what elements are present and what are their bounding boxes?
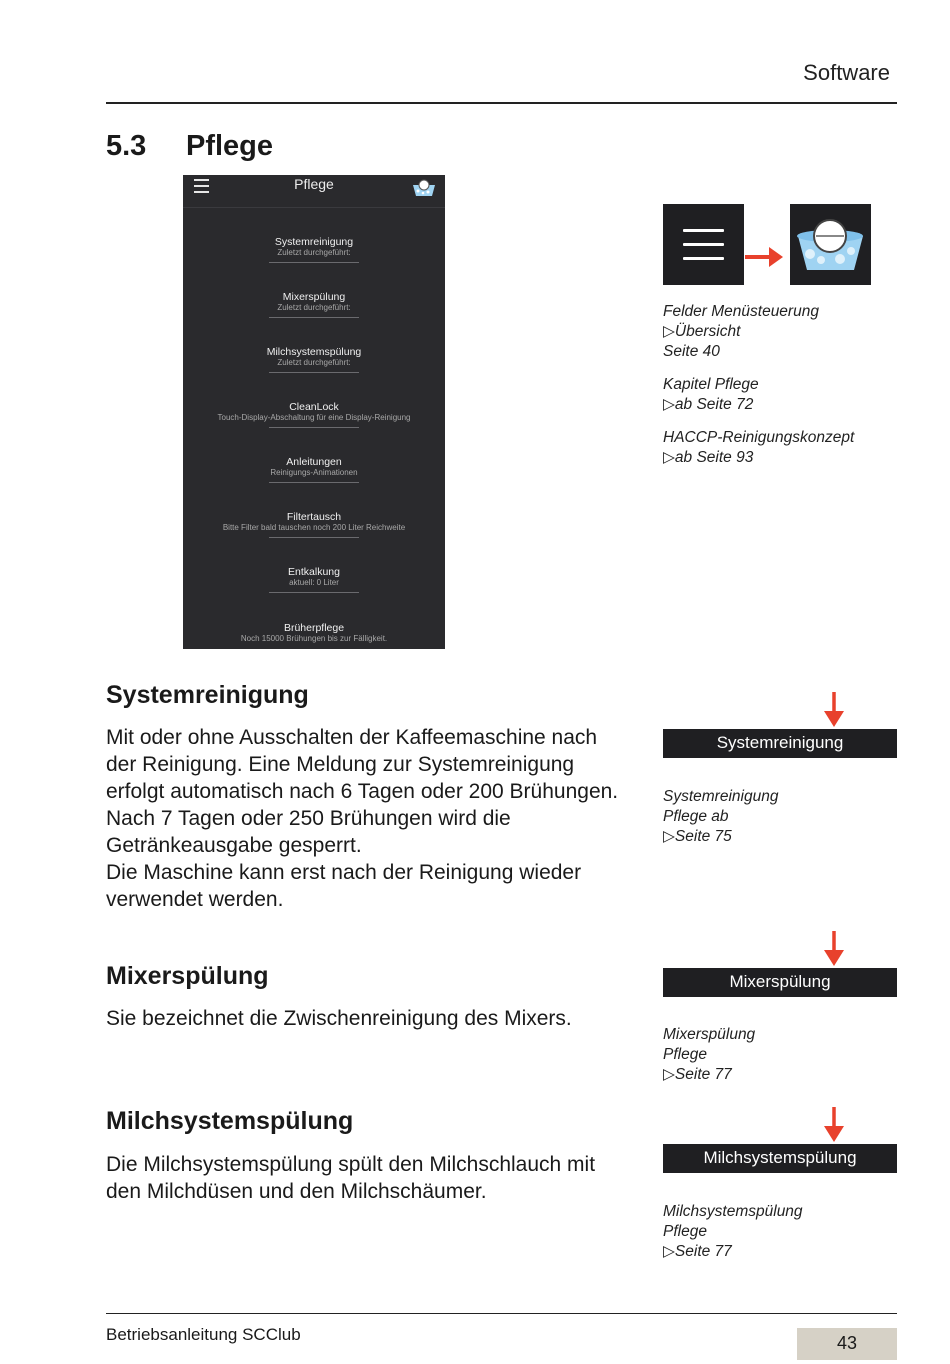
note-link[interactable]: ▷ab Seite 72 bbox=[663, 396, 754, 413]
note-line: Kapitel Pflege bbox=[663, 376, 759, 393]
page-title bbox=[106, 130, 273, 163]
phone-item-subtitle: Reinigungs-Animationen bbox=[270, 468, 358, 477]
phone-item-subtitle: Touch-Display-Abschaltung für eine Display-Reinigung bbox=[217, 413, 411, 422]
note-line: Pflege bbox=[663, 1223, 707, 1240]
phone-item-subtitle: Bitte Filter bald tauschen noch 200 Liter Reichweite bbox=[222, 523, 406, 532]
phone-item-title: Entkalkung bbox=[288, 566, 340, 578]
header-rule bbox=[106, 102, 897, 104]
note-line: HACCP-Reinigungskonzept bbox=[663, 429, 855, 446]
paragraph: Die Milchsystemspülung spült den Milchschlauch mit den Milchdüsen und den Milchschäumer. bbox=[106, 1153, 596, 1203]
phone-item-title: Systemreinigung bbox=[274, 236, 354, 248]
text-systemreinigung bbox=[106, 724, 631, 913]
phone-item-subtitle: Noch 15000 Brühungen bis zur Fälligkeit. bbox=[240, 634, 388, 643]
phone-item-subtitle: Zuletzt durchgeführt: bbox=[277, 248, 351, 257]
phone-item-milchsystemspuelung[interactable] bbox=[183, 346, 445, 373]
heading-milchsystemspuelung: Milchsystemspülung bbox=[106, 1107, 354, 1135]
note-line: Pflege bbox=[663, 1046, 707, 1063]
page-number: 43 bbox=[797, 1328, 897, 1360]
note-line: Pflege ab bbox=[663, 808, 729, 825]
text-milchsystemspuelung bbox=[106, 1151, 631, 1205]
section-title-text: Pflege bbox=[186, 130, 274, 162]
phone-item-brueherpflege[interactable] bbox=[183, 622, 445, 644]
phone-item-anleitungen[interactable] bbox=[183, 456, 445, 483]
phone-item-title: Anleitungen bbox=[286, 456, 342, 468]
paragraph: Die Maschine kann erst nach der Reinigung wieder verwendet werden. bbox=[106, 861, 582, 911]
header-section-label: Software bbox=[803, 60, 890, 85]
footer-manual-title: Betriebsanleitung SCClub bbox=[106, 1325, 301, 1344]
note-link[interactable]: ▷Seite 75 bbox=[663, 828, 732, 845]
phone-item-mixerspuelung[interactable] bbox=[183, 291, 445, 318]
arrow-down-icon bbox=[822, 931, 846, 967]
phone-item-divider bbox=[269, 372, 359, 373]
note-link[interactable]: ▷ab Seite 93 bbox=[663, 449, 754, 466]
section-number: 5.3 bbox=[106, 130, 147, 162]
phone-item-entkalkung[interactable] bbox=[183, 566, 445, 593]
phone-item-systemreinigung[interactable] bbox=[183, 236, 445, 263]
note-link[interactable]: ▷Seite 77 bbox=[663, 1066, 732, 1083]
note-haccp bbox=[663, 428, 854, 468]
phone-item-title: Milchsystemspülung bbox=[266, 346, 362, 358]
phone-top-bar bbox=[183, 175, 445, 208]
phone-item-subtitle: Zuletzt durchgeführt: bbox=[277, 358, 351, 367]
note-systemreinigung bbox=[663, 787, 778, 847]
note-milchsystemspuelung bbox=[663, 1202, 803, 1262]
phone-item-subtitle: Zuletzt durchgeführt: bbox=[277, 303, 351, 312]
arrow-down-icon bbox=[822, 692, 846, 728]
paragraph: Mit oder ohne Ausschalten der Kaffeemaschine nach der Reinigung. Eine Meldung zur Systemreinigung erfolgt automatisch nach 6 Tagen oder 200 Brühungen. Nach 7 Tagen oder 250 Brühungen wird die Getränkeausgabe gesperrt. bbox=[106, 726, 619, 857]
paragraph: Sie bezeichnet die Zwischenreinigung des Mixers. bbox=[106, 1007, 572, 1030]
note-line: Systemreinigung bbox=[663, 788, 779, 805]
phone-item-divider bbox=[269, 262, 359, 263]
phone-item-divider bbox=[269, 427, 359, 428]
note-line: Mixerspülung bbox=[663, 1026, 756, 1043]
heading-systemreinigung: Systemreinigung bbox=[106, 681, 309, 709]
menu-icon bbox=[663, 204, 744, 285]
phone-item-subtitle: aktuell: 0 Liter bbox=[289, 578, 339, 587]
note-line: Milchsystemspülung bbox=[663, 1203, 803, 1220]
label-mixerspuelung: Mixerspülung bbox=[663, 968, 897, 997]
phone-item-divider bbox=[269, 592, 359, 593]
phone-item-title: Filtertausch bbox=[286, 511, 342, 523]
arrow-right-icon bbox=[745, 244, 785, 270]
phone-item-title: Brüherpflege bbox=[283, 622, 345, 634]
note-line: Felder Menüsteuerung bbox=[663, 303, 819, 320]
note-link[interactable]: ▷Seite 77 bbox=[663, 1243, 732, 1260]
note-link[interactable]: ▷Übersicht bbox=[663, 323, 741, 340]
note-line: Seite 40 bbox=[663, 343, 720, 360]
phone-screenshot bbox=[183, 175, 445, 649]
heading-mixerspuelung: Mixerspülung bbox=[106, 962, 269, 990]
text-mixerspuelung bbox=[106, 1005, 631, 1032]
footer-rule bbox=[106, 1313, 897, 1314]
phone-item-divider bbox=[269, 482, 359, 483]
label-milchsystemspuelung: Milchsystemspülung bbox=[663, 1144, 897, 1173]
phone-item-title: CleanLock bbox=[289, 401, 339, 413]
phone-item-divider bbox=[269, 537, 359, 538]
care-basin-icon bbox=[790, 204, 871, 285]
phone-item-filtertausch[interactable] bbox=[183, 511, 445, 538]
note-chapter bbox=[663, 375, 759, 415]
phone-title: Pflege bbox=[294, 176, 334, 192]
note-mixerspuelung bbox=[663, 1025, 755, 1085]
care-basin-icon[interactable] bbox=[412, 178, 436, 198]
label-systemreinigung: Systemreinigung bbox=[663, 729, 897, 758]
phone-item-divider bbox=[269, 317, 359, 318]
phone-item-title: Mixerspülung bbox=[282, 291, 346, 303]
note-menu bbox=[663, 302, 819, 362]
arrow-down-icon bbox=[822, 1107, 846, 1143]
phone-item-cleanlock[interactable] bbox=[183, 401, 445, 428]
